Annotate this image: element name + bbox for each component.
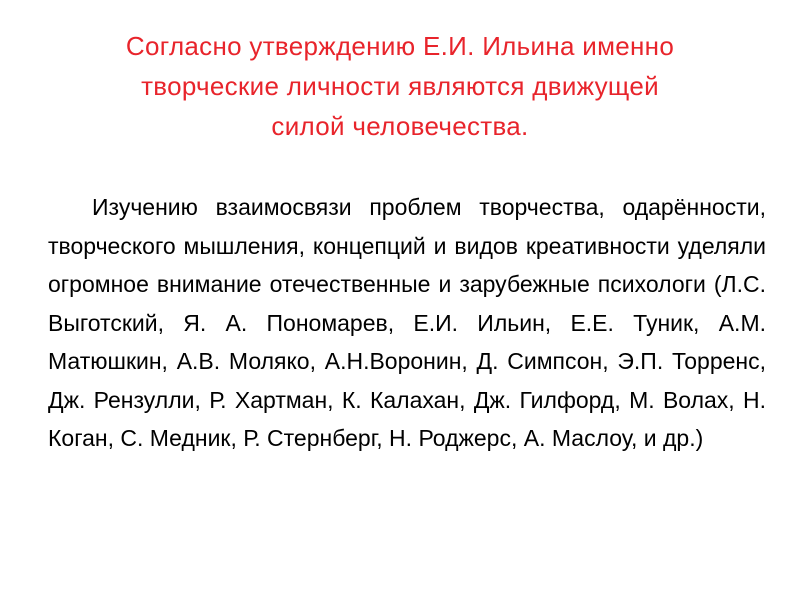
- title-line-3: силой человечества.: [271, 111, 529, 141]
- title-line-2: творческие личности являются движущей: [141, 71, 659, 101]
- slide-title: [40, 26, 760, 146]
- body-paragraph: Изучению взаимосвязи проблем творчества, одарённости, творческого мышления, концепций и видов креативности уделяли огромное внимание отечественные и зарубежные психологи (Л.С. Выготский, Я. А. Пономарев, Е.И. Ильин, Е.Е. Туник, А.М. Матюшкин, А.В. Моляко, А.Н.Воронин, Д. Симпсон, Э.П. Торренс, Дж. Рензулли, Р. Хартман, К. Калахан, Дж. Гилфорд, М. Волах, Н. Коган, С. Медник, Р. Стернберг, Н. Роджерс, А. Маслоу, и др.): [48, 194, 766, 451]
- title-line-1: Согласно утверждению Е.И. Ильина именно: [125, 31, 675, 61]
